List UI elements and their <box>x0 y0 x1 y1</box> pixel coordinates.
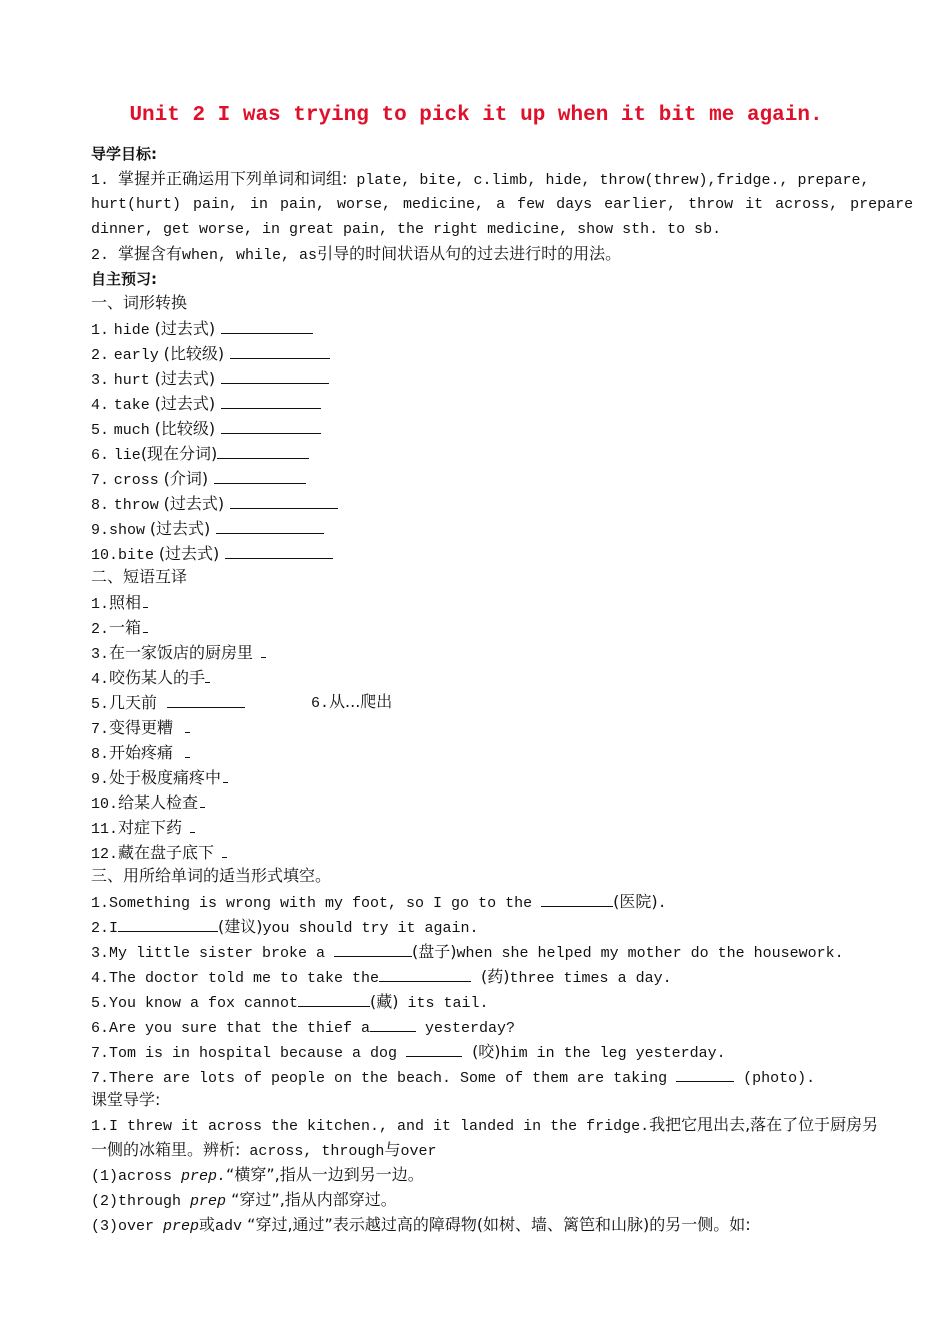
answer-blank[interactable] <box>261 642 266 658</box>
hint: (过去式) <box>149 519 211 538</box>
answer-blank[interactable] <box>406 1041 462 1057</box>
part-of-speech: prep. <box>181 1168 227 1185</box>
fill-row <box>91 916 479 939</box>
word: show <box>109 522 146 539</box>
item-number: 3. <box>91 646 110 663</box>
answer-blank[interactable] <box>185 717 190 733</box>
item-number: 12. <box>91 846 119 863</box>
phrase-zh: 在一家饭店的厨房里 <box>109 643 254 662</box>
word-form-row <box>91 468 306 491</box>
answer-blank[interactable] <box>214 468 306 484</box>
goal-text: 掌握含有 <box>118 244 183 263</box>
phrase-row <box>91 592 148 615</box>
item-number: 11. <box>91 821 119 838</box>
answer-blank[interactable] <box>185 742 190 758</box>
section-phrases: 二、短语互译 <box>91 567 188 586</box>
word: bite <box>118 547 155 564</box>
preview-heading: 自主预习: <box>91 270 157 288</box>
answer-blank[interactable] <box>379 966 471 982</box>
sentence-part: 4.The doctor told me to take the <box>91 970 380 987</box>
phrase-zh: 一箱 <box>109 618 142 637</box>
phrase-zh: 开始疼痛 <box>109 743 174 762</box>
explanation: “穿过”,指从内部穿过。 <box>226 1190 397 1209</box>
item-number: 1. <box>91 596 110 613</box>
word-form-row <box>91 443 309 466</box>
answer-blank[interactable] <box>167 692 245 708</box>
item-number: 5. <box>91 696 110 713</box>
part-of-speech: prep <box>190 1193 227 1210</box>
word-form-row <box>91 418 321 441</box>
classroom-para-1 <box>91 1115 878 1137</box>
item-number: 4. <box>91 397 110 414</box>
answer-blank[interactable] <box>370 1016 416 1032</box>
item-number: 9. <box>91 771 110 788</box>
section-fill: 三、用所给单词的适当形式填空。 <box>91 866 332 885</box>
answer-blank[interactable] <box>230 493 338 509</box>
answer-blank[interactable] <box>205 667 210 683</box>
explanation: 或 <box>199 1215 216 1234</box>
hint: (咬) <box>472 1042 501 1061</box>
classroom-para-2 <box>91 1140 436 1162</box>
sentence-part: 2.I <box>91 920 119 937</box>
answer-blank[interactable] <box>217 443 309 459</box>
hint: (藏) <box>370 992 399 1011</box>
hint: (过去式) <box>154 394 216 413</box>
word-form-row <box>91 318 313 341</box>
fill-row <box>91 1016 515 1039</box>
sentence-part: its tail. <box>398 995 489 1012</box>
hint: (比较级) <box>154 419 216 438</box>
word: cross <box>113 472 159 489</box>
hint: (过去式) <box>158 544 220 563</box>
item-number: 9. <box>91 522 110 539</box>
classroom-para-4 <box>91 1190 397 1212</box>
goal-text: 掌握并正确运用下列单词和词组: <box>118 169 348 188</box>
sentence-part: . <box>657 895 667 912</box>
sentence-part: yesterday? <box>416 1020 516 1037</box>
classroom-para-3 <box>91 1165 424 1187</box>
item-number: 2. <box>91 347 110 364</box>
sentence-part: you should try it again. <box>262 920 479 937</box>
fill-row <box>91 1041 726 1064</box>
hint: (过去式) <box>154 319 216 338</box>
hint: (过去式) <box>154 369 216 388</box>
explanation: 一侧的冰箱里。辨析: <box>91 1140 241 1159</box>
item-number: 6. <box>311 695 330 712</box>
word: throw <box>113 497 159 514</box>
fill-row <box>91 941 844 964</box>
hint: (药) <box>481 967 510 986</box>
goals-heading: 导学目标: <box>91 145 157 163</box>
fill-row <box>91 1066 815 1089</box>
goal-number: 2. <box>91 247 119 264</box>
term: across, through <box>240 1143 385 1160</box>
word-form-row <box>91 493 338 516</box>
item-number: 3. <box>91 372 110 389</box>
answer-blank[interactable] <box>223 767 228 783</box>
word-form-row <box>91 518 324 541</box>
phrase-zh: 给某人检查 <box>118 793 199 812</box>
phrase-zh: 咬伤某人的手 <box>109 668 206 687</box>
word-form-row <box>91 368 329 391</box>
goal-item-2 <box>91 244 621 266</box>
phrase-row <box>91 717 190 740</box>
sentence-part: him in the leg yesterday. <box>500 1045 726 1062</box>
word: lie <box>113 447 141 464</box>
phrase-zh: 藏在盘子底下 <box>118 843 215 862</box>
item-number: 6. <box>91 447 110 464</box>
phrase-row <box>91 692 861 715</box>
phrase-row <box>91 792 205 815</box>
phrase-zh: 从...爬出 <box>329 692 393 711</box>
hint: (医院) <box>613 892 658 911</box>
section-word-forms: 一、词形转换 <box>91 293 188 312</box>
item-number: 7. <box>91 721 110 738</box>
fill-row <box>91 966 672 989</box>
explanation: “穿过,通过”表示越过高的障碍物(如树、墙、篱笆和山脉)的另一侧。如: <box>242 1215 751 1234</box>
goal-item-1-cont: hurt(hurt) pain, in pain, worse, medicine, a few days earlier, throw it across, prepare <box>91 196 914 213</box>
answer-blank[interactable] <box>230 343 330 359</box>
phrase-zh: 变得更糟 <box>109 718 174 737</box>
word-form-row <box>91 393 321 416</box>
hint: (介词) <box>163 469 209 488</box>
part-of-speech: adv <box>215 1218 243 1235</box>
sentence-part: 6.Are you sure that the thief a <box>91 1020 371 1037</box>
term: (2)through <box>91 1193 191 1210</box>
answer-blank[interactable] <box>334 941 412 957</box>
phrase-zh: 照相 <box>109 593 142 612</box>
item-number: 1. <box>91 322 110 339</box>
answer-blank[interactable] <box>143 617 148 633</box>
phrase-row <box>91 767 228 790</box>
translation: 我把它甩出去,落在了位于厨房另 <box>649 1115 879 1134</box>
hint: (比较级) <box>163 344 225 363</box>
example-sentence: 1.I threw it across the kitchen., and it landed in the fridge. <box>91 1118 650 1135</box>
term: (1)across <box>91 1168 182 1185</box>
fill-row <box>91 891 667 914</box>
item-number: 7. <box>91 472 110 489</box>
phrase-zh: 几天前 <box>109 693 158 712</box>
answer-blank[interactable] <box>221 418 321 434</box>
answer-blank[interactable] <box>221 368 329 384</box>
goal-words: when, while, as <box>182 247 318 264</box>
goal-item-1-cont2: dinner, get worse, in great pain, the right medicine, show sth. to sb. <box>91 221 722 238</box>
explanation: 与 <box>384 1140 401 1159</box>
answer-blank[interactable] <box>221 318 313 334</box>
sentence-part: three times a day. <box>509 970 672 987</box>
sentence-part: 3.My little sister broke a <box>91 945 335 962</box>
item-number: 8. <box>91 746 110 763</box>
word: much <box>113 422 150 439</box>
answer-blank[interactable] <box>190 817 195 833</box>
hint: (现在分词) <box>140 444 218 463</box>
phrase-row <box>91 617 148 640</box>
answer-blank[interactable] <box>200 792 205 808</box>
phrase-zh: 对症下药 <box>118 818 183 837</box>
classroom-para-5 <box>91 1215 751 1237</box>
answer-blank[interactable] <box>298 991 370 1007</box>
phrase-row <box>91 642 266 665</box>
goal-text: 引导的时间状语从句的过去进行时的用法。 <box>317 244 622 263</box>
term: over <box>400 1143 437 1160</box>
word-form-row <box>91 343 330 366</box>
word: hide <box>113 322 150 339</box>
fill-row <box>91 991 489 1014</box>
word: early <box>113 347 159 364</box>
explanation: “横穿”,指从一边到另一边。 <box>226 1165 424 1184</box>
answer-blank[interactable] <box>143 592 148 608</box>
answer-blank[interactable] <box>676 1066 734 1082</box>
sentence-part: (photo). <box>734 1070 816 1087</box>
phrase-zh: 处于极度痛疼中 <box>109 768 222 787</box>
answer-blank[interactable] <box>222 842 227 858</box>
hint: (盘子) <box>412 942 457 961</box>
goal-item-1 <box>91 169 870 191</box>
sentence-part: when she helped my mother do the housework. <box>456 945 844 962</box>
term: (3)over <box>91 1218 164 1235</box>
sentence-part: 7.Tom is in hospital because a dog <box>91 1045 407 1062</box>
word-form-row <box>91 543 333 566</box>
item-number: 4. <box>91 671 110 688</box>
item-number: 5. <box>91 422 110 439</box>
classroom-heading: 课堂导学: <box>91 1090 161 1109</box>
item-number: 10. <box>91 547 119 564</box>
phrase-row <box>91 667 210 690</box>
answer-blank[interactable] <box>225 543 333 559</box>
goal-number: 1. <box>91 172 119 189</box>
part-of-speech: prep <box>163 1218 200 1235</box>
answer-blank[interactable] <box>216 518 324 534</box>
answer-blank[interactable] <box>118 916 218 932</box>
answer-blank[interactable] <box>541 891 613 907</box>
item-number: 10. <box>91 796 119 813</box>
answer-blank[interactable] <box>221 393 321 409</box>
sentence-part: 5.You know a fox cannot <box>91 995 299 1012</box>
item-number: 8. <box>91 497 110 514</box>
word: hurt <box>113 372 150 389</box>
sentence-part: 1.Something is wrong with my foot, so I go to the <box>91 895 542 912</box>
goal-words: plate, bite, c.limb, hide, throw(threw),fridge., prepare, <box>347 172 870 189</box>
phrase-row <box>91 817 195 840</box>
page-title: Unit 2 I was trying to pick it up when it bit me again. <box>129 104 823 127</box>
sentence-part: 7.There are lots of people on the beach. Some of them are taking <box>91 1070 677 1087</box>
item-number: 2. <box>91 621 110 638</box>
hint: (建议) <box>218 917 263 936</box>
word: take <box>113 397 150 414</box>
phrase-row <box>91 842 227 865</box>
phrase-row <box>91 742 190 765</box>
hint: (过去式) <box>163 494 225 513</box>
